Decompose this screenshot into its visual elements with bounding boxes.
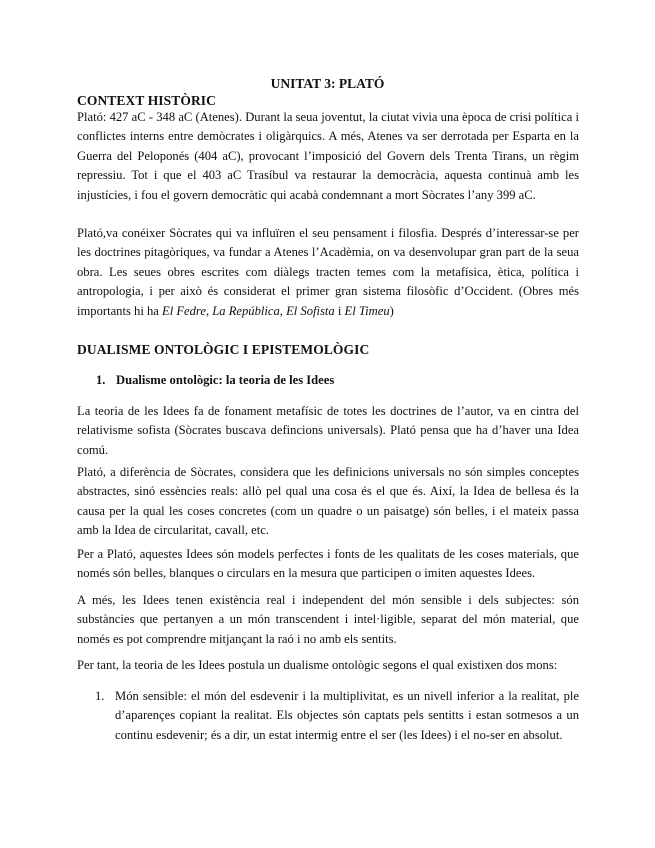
list-item [95, 687, 579, 745]
dualism-paragraph-4-block [77, 591, 579, 649]
dualism-paragraph-5-block [77, 656, 579, 675]
dualism-paragraph: A més, les Idees tenen existència real i independent del món sensible i dels subjectes: són substàncies que pertanyen a un món transcendent i intel·ligible, separat del món material, que només es pot comprendre mitjançant la raó i no amb els sentits. [77, 593, 579, 646]
dualism-paragraph: La teoria de les Idees fa de fonament metafísic de totes les doctrines de l’autor, va en cintra del relativisme sofista (Sòcrates buscava defincions universals). Plató pensa que ha d’haver una Idea comú. [77, 404, 579, 457]
dualism-paragraph: Per tant, la teoria de les Idees postula un dualisme ontològic segons el qual existixen dos mons: [77, 658, 558, 672]
subheading-number: 1. [96, 373, 106, 387]
work-title: La República [212, 303, 280, 318]
list-item-text: Món sensible: el món del esdevenir i la multiplivitat, es un nivell inferior a la realitat, ple d’aparençes copiant la realitat. Els objectes són captats pels sentitts i estan sotmesos a un continu esdevenir; és a dir, un estat intermig entre el ser (les Idees) i el no-ser en absolut. [115, 689, 579, 742]
work-title: El Timeu [344, 303, 390, 318]
closing-paren: ) [389, 303, 394, 318]
worlds-list [95, 687, 579, 745]
dualism-paragraph: Per a Plató, aquestes Idees són models perfectes i fonts de les qualitats de les coses materials, que només són belles, blanques o circulars en la mesura que participen o imiten aquestes Idees. [77, 547, 579, 581]
context-heading: CONTEXT HISTÒRIC [77, 93, 217, 108]
subheading [96, 373, 334, 388]
subheading-text: Dualisme ontològic: la teoria de les Idees [116, 373, 335, 387]
separator: , [279, 303, 287, 318]
document-title: UNITAT 3: PLATÓ [270, 76, 385, 91]
dualism-heading-block [77, 342, 579, 358]
dualism-paragraph: Plató, a diferència de Sòcrates, considera que les definicions universals no són simples conceptes abstractes, sinó essències reals: allò pel qual una cosa és el que és. Així, la Idea de bellesa és la causa per la qual les coses concretes (com un quadre o un paisatge) són belles, i el mateix passa amb la Idea de circularitat, cavall, etc. [77, 465, 579, 538]
context-paragraph-2 [77, 224, 579, 321]
dualism-heading: DUALISME ONTOLÒGIC I EPISTEMOLÒGIC [77, 342, 370, 357]
dualism-paragraph-1-block [77, 402, 579, 460]
dualism-paragraph-3-block [77, 545, 579, 584]
context-paragraph-1: Plató: 427 aC - 348 aC (Atenes). Durant la seua joventut, la ciutat vivia una època de crisi política i conflictes interns entre demòcrates i oligàrquics. A més, Atenes va ser derrotada per Esparta en la Guerra del Peloponés (404 aC), provocant l’imposició del Govern dels Trenta Tirans, un règim repressiu. Tot i que el 403 aC Trasíbul va restaurar la democràcia, aquesta continuà amb les injustícies, i fou el govern democràtic qui acabà condemnant a mort Sòcrates l’any 399 aC. [77, 110, 579, 202]
separator: , [205, 303, 213, 318]
context-section [77, 93, 579, 205]
list-item-number: 1. [95, 689, 105, 703]
work-title: El Fedre [162, 303, 206, 318]
context-paragraph-2-text: Plató,va conéixer Sòcrates qui va influïren el seu pensament i filosfia. Després d’interessar-se per les doctrines pitagòriques, va fundar a Atenes l’Acadèmia, on va desenvolupar gran part de la seua obra. Les seues obres escrites com diàlegs tracten temes com la metafísica, ètica, política i antropologia, i per això és considerat el primer gran sistema filosòfic d’Occident. (Obres més importants hi ha [77, 226, 579, 318]
work-title: El Sofista [286, 303, 335, 318]
separator: i [334, 303, 345, 318]
dualism-paragraph-2-block [77, 463, 579, 541]
context-paragraph-2-block [77, 224, 579, 321]
